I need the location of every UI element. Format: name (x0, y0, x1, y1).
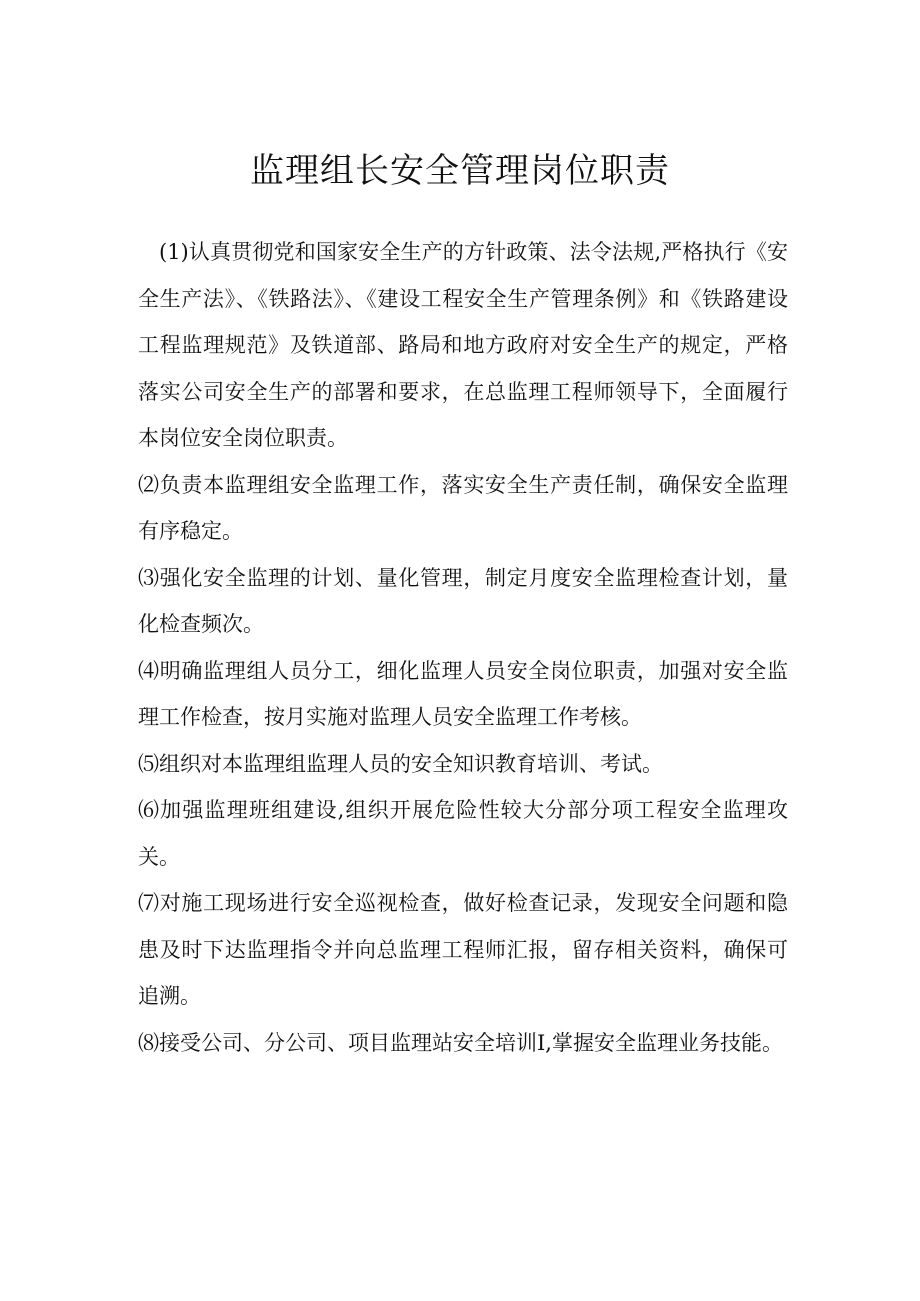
paragraph-2: ⑵负责本监理组安全监理工作，落实安全生产责任制，确保安全监理有序稳定。 (138, 472, 788, 543)
paragraph-4: ⑷明确监理组人员分工，细化监理人员安全岗位职责，加强对安全监理工作检查，按月实施对监理人员安全监理工作考核。 (138, 658, 788, 729)
paragraph-6: ⑹加强监理班组建设,组织开展危险性较大分部分项工程安全监理攻关。 (138, 798, 788, 869)
paragraph-1: (1)认真贯彻党和国家安全生产的方针政策、法令法规,严格执行《安全生产法》、《铁路法》、《建设工程安全生产管理条例》和《铁路建设工程监理规范》及铁道部、路局和地方政府对安全生产的规定，严格落实公司安全生产的部署和要求，在总监理工程师领导下，全面履行本岗位安全岗位职责。 (138, 240, 788, 450)
document-body (138, 229, 788, 1066)
paragraph-8: ⑻接受公司、分公司、项目监理站安全培训I,掌握安全监理业务技能。 (138, 1030, 783, 1055)
paragraph-3: ⑶强化安全监理的计划、量化管理，制定月度安全监理检查计划，量化检查频次。 (138, 565, 788, 636)
paragraph-7: ⑺对施工现场进行安全巡视检查，做好检查记录，发现安全问题和隐患及时下达监理指令并向总监理工程师汇报，留存相关资料，确保可追溯。 (138, 891, 788, 1008)
paragraph-5: ⑸组织对本监理组监理人员的安全知识教育培训、考试。 (138, 751, 663, 776)
page-title: 监理组长安全管理岗位职责 (250, 151, 670, 191)
